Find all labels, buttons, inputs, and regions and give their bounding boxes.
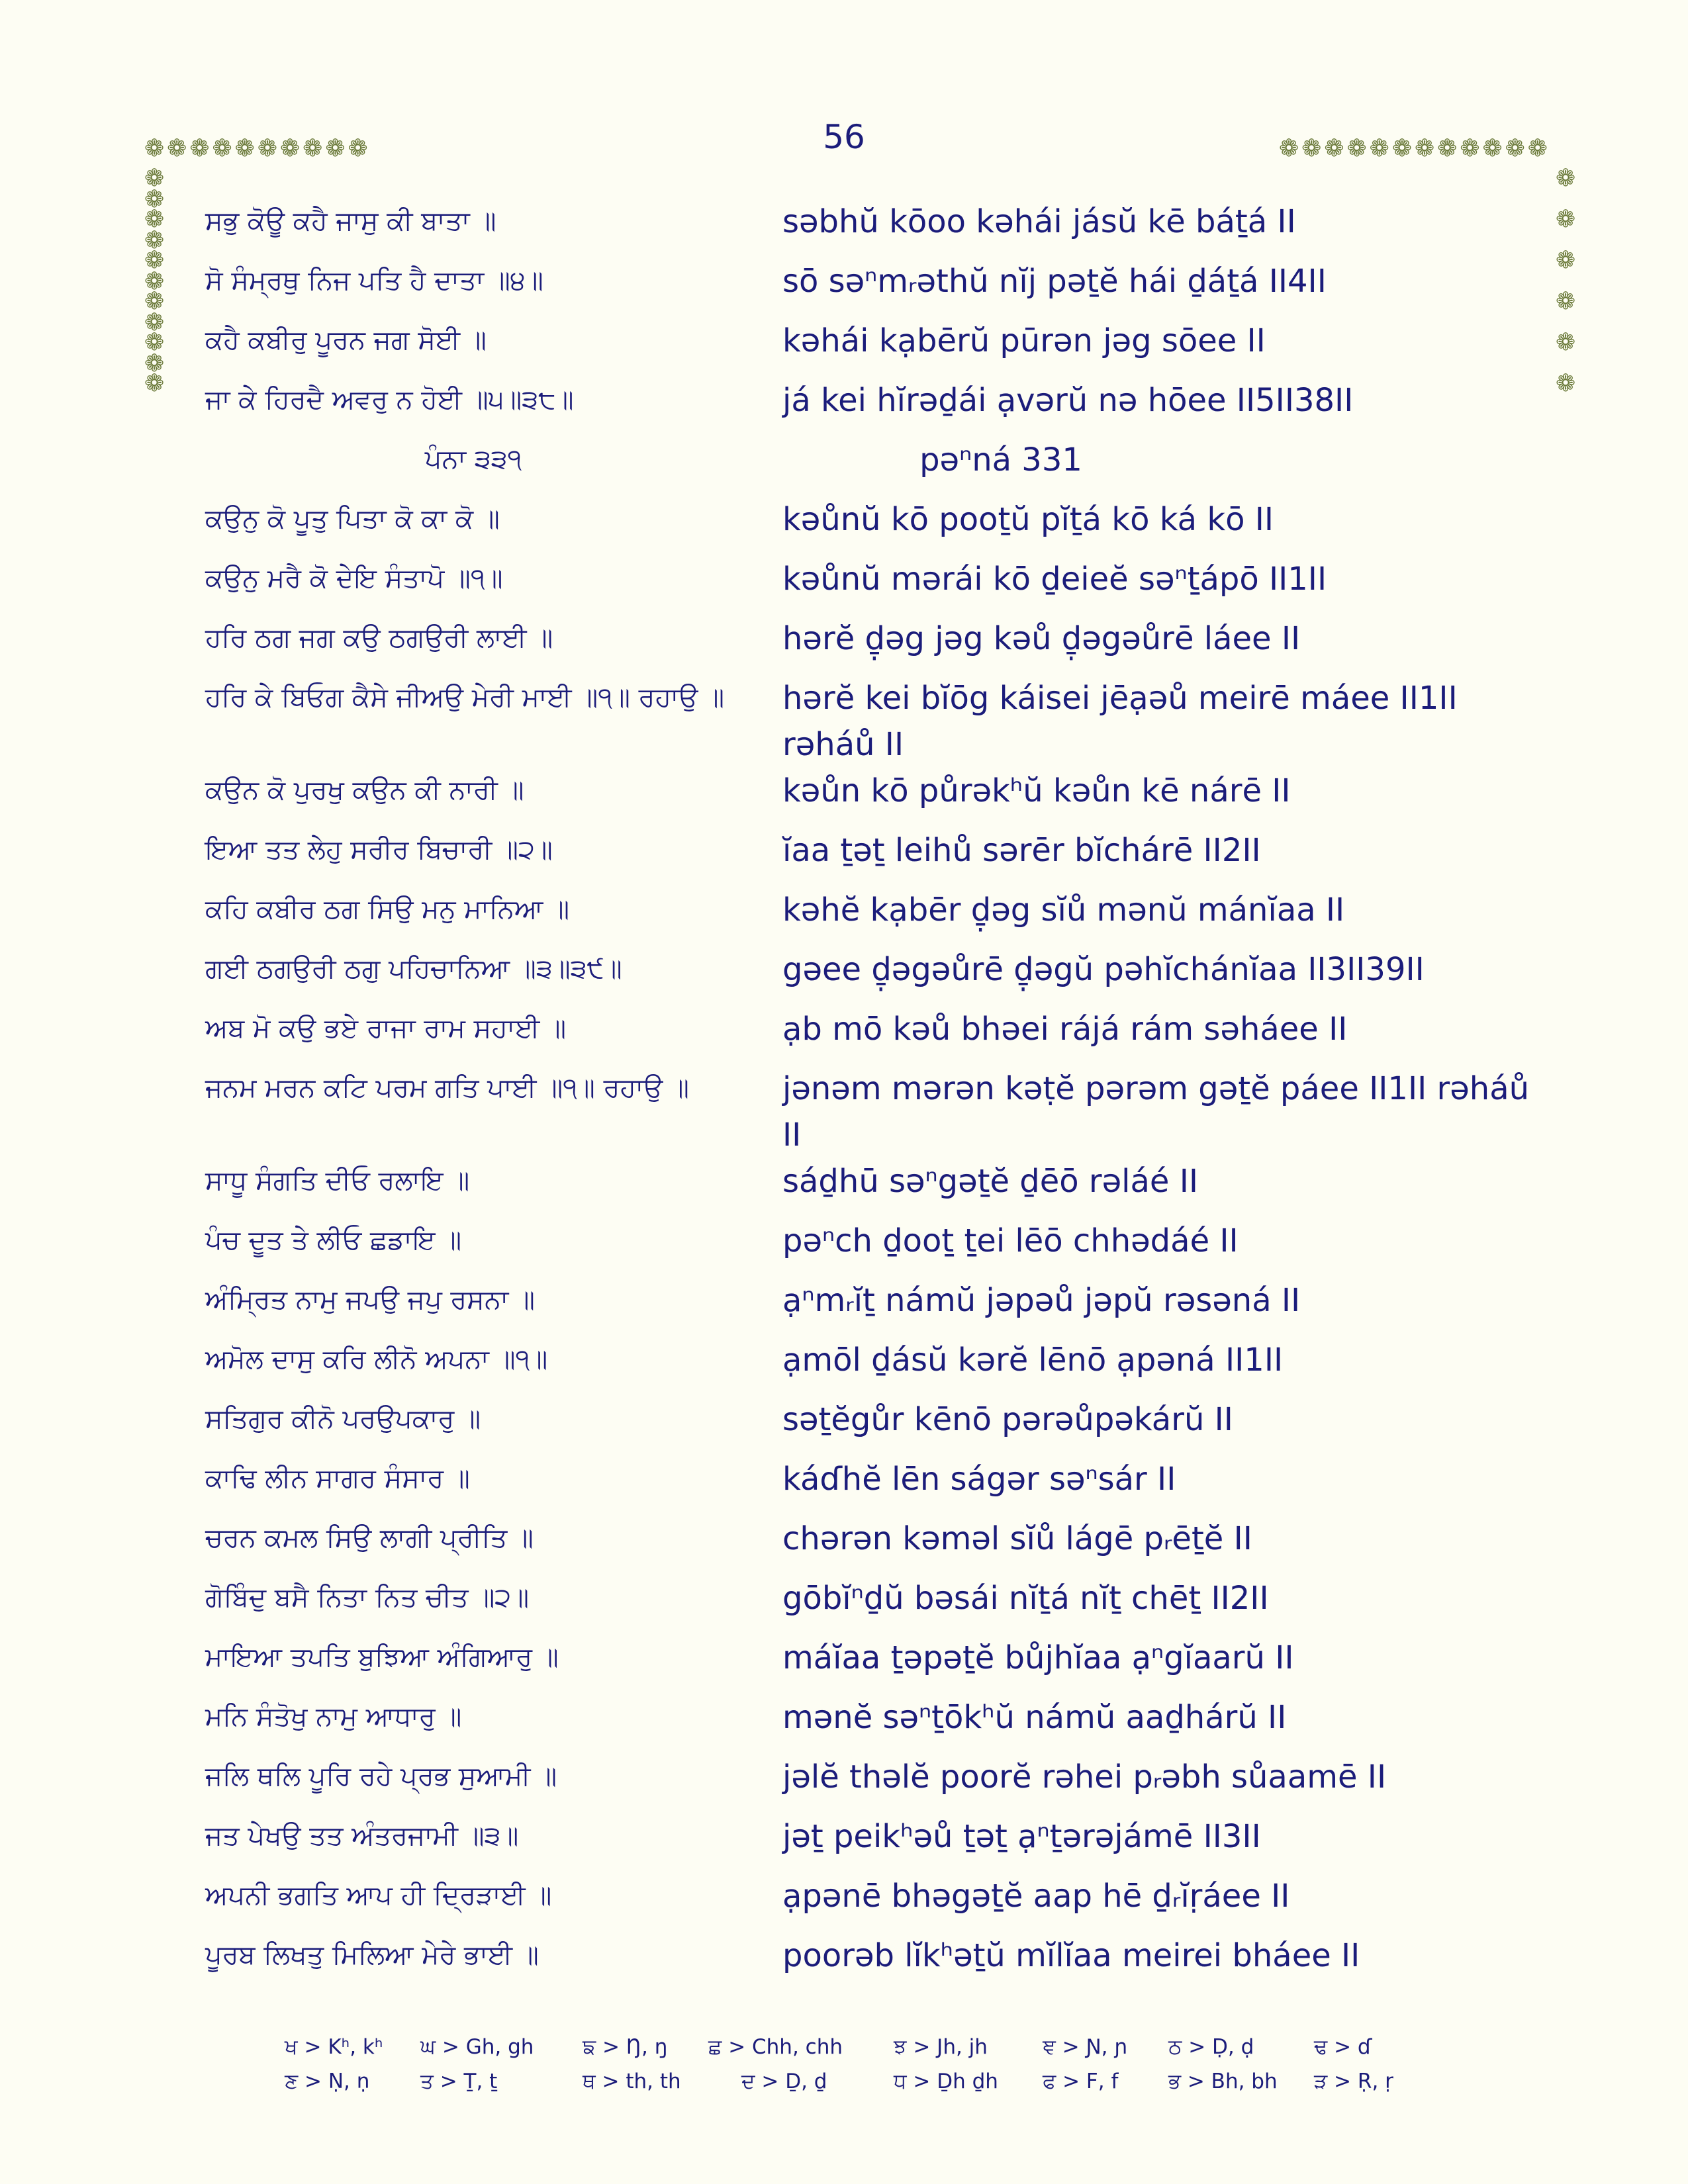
flower-icon: ❁ [144,247,165,274]
verse-row [205,1516,1542,1575]
transliteration-line: chərən kəməl sĭů lágē pᵣēṯĕ II [782,1520,1252,1557]
verse-row [205,1277,1542,1337]
verse-row [205,615,1542,675]
transliteration-line: ạⁿmᵣĭṯ námŭ jəpəů jəpŭ rəsəná II [782,1282,1301,1319]
gurmukhi-line: ਜਲਿ ਥਲਿ ਪੂਰਿ ਰਹੇ ਪ੍ਰਭ ਸੁਆਮੀ ॥ [205,1761,557,1792]
legend-item: ਫ > F, f [1043,2070,1119,2093]
verse-row [205,946,1542,1006]
gurmukhi-line: ਇਆ ਤਤ ਲੇਹੁ ਸਰੀਰ ਬਿਚਾਰੀ ॥੨॥ [205,835,553,865]
gurmukhi-line: ਸਾਧੂ ਸੰਗਤਿ ਦੀਓ ਰਲਾਇ ॥ [205,1165,470,1196]
flower-icon: ❁ [1556,288,1576,315]
verse-row [205,1575,1542,1635]
transliteration-line: káɗhĕ lēn ságər səⁿsár II [782,1461,1176,1498]
transliteration-legend [285,2035,1443,2104]
flower-icon: ❁ [144,227,165,254]
legend-item: ਙ > Ŋ, ŋ [583,2035,668,2059]
gurmukhi-line: ਪੂਰਬ ਲਿਖਤੁ ਮਿਲਿਆ ਮੇਰੇ ਭਾਈ ॥ [205,1940,539,1970]
gurmukhi-line: ਗਈ ਠਗਉਰੀ ਠਗੁ ਪਹਿਚਾਨਿਆ ॥੩॥੩੯॥ [205,954,622,984]
transliteration-line: ạb mō kəů bhəei rájá rám səháee II [782,1011,1348,1048]
verse-table [205,199,1542,1992]
verse-row [205,1456,1542,1516]
verse-row [205,1933,1542,1992]
transliteration-line: já kei hĭrəḏái ạvərŭ nə hōee II5II38II [782,382,1354,419]
flower-icon: ❁ [144,288,165,315]
transliteration-line: kəhĕ kạbēr ḏ̣əg sĭů mənŭ mánĭaa II [782,891,1345,929]
legend-item: ਞ > Ɲ, ɲ [1043,2035,1128,2059]
flower-icon: ❁ [1556,329,1576,356]
flower-icon: ❁ [144,329,165,356]
legend-item: ਠ > Ḍ, ḍ [1168,2035,1254,2059]
gurmukhi-line: ਸਤਿਗੁਰ ਕੀਨੋ ਪਰਉਪਕਾਰੁ ॥ [205,1404,481,1434]
legend-row [285,2070,1443,2104]
gurmukhi-line: ਅਮੋਲ ਦਾਸੁ ਕਰਿ ਲੀਨੋ ਅਪਨਾ ॥੧॥ [205,1344,548,1375]
transliteration-page-heading: pəⁿná 331 [919,441,1082,478]
verse-row [205,768,1542,827]
flower-icon: ❁ [144,350,165,377]
legend-item: ਥ > th, th [583,2070,681,2093]
gurmukhi-line: ਕਉਨ ਕੋ ਪੁਰਖੁ ਕਉਨ ਕੀ ਨਾਰੀ ॥ [205,775,524,805]
verse-row [205,675,1542,768]
legend-item: ਝ > Jh, jh [894,2035,988,2059]
transliteration-line: səbhŭ kōoo kəhái jásŭ kē báṯá II [782,203,1296,240]
gurmukhi-line: ਕਉਨੁ ਕੋ ਪੂਤੁ ਪਿਤਾ ਕੋ ਕਾ ਕੋ ॥ [205,504,500,534]
gurmukhi-line: ਪੰਚ ਦੂਤ ਤੇ ਲੀਓ ਛਡਾਇ ॥ [205,1225,462,1255]
verse-row [205,377,1542,437]
verse-row [205,1694,1542,1754]
ornament-border-right [1556,165,1575,412]
verse-row [205,1635,1542,1694]
gurmukhi-line: ਹਰਿ ਕੇ ਬਿਓਗ ਕੈਸੇ ਜੀਅਉ ਮੇਰੀ ਮਾਈ ॥੧॥ ਰਹਾਉ ॥ [205,682,725,713]
verse-row [205,1158,1542,1218]
gurmukhi-line: ਹਰਿ ਠਗ ਜਗ ਕਉ ਠਗਉਰੀ ਲਾਈ ॥ [205,623,553,653]
transliteration-line: kəhái kạbērŭ pūrən jəg sōee II [782,322,1266,359]
gurmukhi-line: ਮਾਇਆ ਤਪਤਿ ਬੁਝਿਆ ਅੰਗਿਆਰੁ ॥ [205,1642,559,1672]
flower-icon: ❁ [144,309,165,336]
verse-row [205,887,1542,946]
legend-item: ਢ > ɗ [1314,2035,1372,2059]
verse-row [205,556,1542,615]
gurmukhi-line: ਜਾ ਕੇ ਹਿਰਦੈ ਅਵਰੁ ਨ ਹੋਈ ॥੫॥੩੮॥ [205,385,574,415]
gurmukhi-line: ਅਪਨੀ ਭਗਤਿ ਆਪ ਹੀ ਦ੍ਰਿੜਾਈ ॥ [205,1880,552,1911]
transliteration-line: sáḏhū səⁿgəṯĕ ḏēō rəláé II [782,1163,1199,1200]
verse-row [205,318,1542,377]
ornament-border-top-left: ❁❁❁❁❁❁❁❁❁❁ [144,135,371,162]
transliteration-line: kəůnŭ kō pooṯŭ pĭṯá kō ká kō II [782,501,1274,538]
gurmukhi-line: ਸਭੁ ਕੋਊ ਕਹੈ ਜਾਸੁ ਕੀ ਬਾਤਾ ॥ [205,206,496,236]
transliteration-line: ạpənē bhəgəṯĕ aap hē ḏᵣĭṛáee II [782,1878,1290,1915]
transliteration-line: səṯĕgůr kēnō pərəůpəkárŭ II [782,1401,1233,1438]
page-heading-row [205,437,1542,496]
flower-icon: ❁ [1556,206,1576,233]
verse-row [205,1754,1542,1813]
transliteration-line: pəⁿch ḏooṯ ṯei lēō chhədáé II [782,1222,1239,1259]
page-number: 56 [823,118,865,156]
legend-row [285,2035,1443,2070]
transliteration-line: kəůn kō půrəkʰŭ kəůn kē nárē II [782,772,1291,809]
legend-item: ਤ > Ṯ, ṯ [420,2070,498,2093]
transliteration-line: jənəm mərən kəṭĕ pərəm gəṯĕ páee II1II rəháů II [782,1070,1530,1154]
gurmukhi-page-heading: ਪੰਨਾ ੩੩੧ [424,444,522,475]
verse-row [205,827,1542,887]
legend-item: ਭ > Bh, bh [1168,2070,1278,2093]
gurmukhi-line: ਕਹੈ ਕਬੀਰੁ ਪੂਰਨ ਜਗ ਸੋਈ ॥ [205,325,487,355]
flower-icon: ❁ [144,206,165,233]
verse-row [205,1218,1542,1277]
verse-row [205,1337,1542,1396]
gurmukhi-line: ਅੰਮ੍ਰਿਤ ਨਾਮੁ ਜਪਉ ਜਪੁ ਰਸਨਾ ॥ [205,1285,535,1315]
transliteration-line: gəee ḏ̣əgəůrē ḏ̣əgŭ pəhĭchánĭaa II3II39II [782,951,1425,988]
legend-item: ਦ > Ḏ, ḏ [741,2070,827,2093]
flower-icon: ❁ [144,268,165,295]
flower-icon: ❁ [1556,247,1576,274]
gurmukhi-line: ਗੋਬਿੰਦੁ ਬਸੈ ਨਿਤਾ ਨਿਤ ਚੀਤ ॥੨॥ [205,1582,530,1613]
gurmukhi-line: ਜਤ ਪੇਖਉ ਤਤ ਅੰਤਰਜਾਮੀ ॥੩॥ [205,1821,519,1851]
verse-row [205,258,1542,318]
transliteration-line: jəlĕ thəlĕ poorĕ rəhei pᵣəbh sůaamē II [782,1758,1387,1796]
transliteration-line: jəṯ peikʰəů ṯəṯ ạⁿṯərəjámē II3II [782,1818,1261,1855]
transliteration-line: sō səⁿmᵣəthŭ nĭj pəṯĕ hái ḏáṯá II4II [782,263,1327,300]
transliteration-line: ạmōl ḏásŭ kərĕ lēnō ạpəná II1II [782,1342,1284,1379]
transliteration-line: gōbĭⁿḏŭ bəsái nĭṯá nĭṯ chēṯ II2II [782,1580,1269,1617]
transliteration-line: mənĕ səⁿṯōkʰŭ námŭ aaḏhárŭ II [782,1699,1287,1736]
legend-item: ੜ > Ṛ, ṛ [1314,2070,1393,2093]
flower-icon: ❁ [1556,165,1576,192]
transliteration-line: hərĕ kei bĭōg káisei jēạəů meirē máee II1II rəháů II [782,680,1458,763]
transliteration-line: ĭaa ṯəṯ leihů sərēr bĭchárē II2II [782,832,1261,869]
gurmukhi-line: ਕਹਿ ਕਬੀਰ ਠਗ ਸਿਉ ਮਨੁ ਮਾਨਿਆ ॥ [205,894,570,925]
transliteration-line: poorəb lĭkʰəṯŭ mĭlĭaa meirei bháee II [782,1937,1360,1974]
gurmukhi-line: ਮਨਿ ਸੰਤੋਖੁ ਨਾਮੁ ਆਧਾਰੁ ॥ [205,1702,462,1732]
gurmukhi-line: ਸੋ ਸੰਮ੍ਰਥੁ ਨਿਜ ਪਤਿ ਹੈ ਦਾਤਾ ॥੪॥ [205,265,543,296]
verse-row [205,1813,1542,1873]
legend-item: ਖ > Kʰ, kʰ [285,2035,383,2059]
legend-item: ਧ > Ḏh ḏh [894,2070,998,2093]
transliteration-line: hərĕ ḏ̣əg jəg kəů ḏ̣əgəůrē láee II [782,620,1301,657]
flower-icon: ❁ [144,186,165,213]
transliteration-line: kəůnŭ mərái kō ḏeieĕ səⁿṯápō II1II [782,561,1327,598]
verse-row [205,199,1542,258]
legend-item: ਣ > Ṇ, ṇ [285,2070,370,2093]
ornament-border-left-inner [144,187,164,392]
flower-icon: ❁ [1556,370,1576,397]
ornament-border-top-right: ❁❁❁❁❁❁❁❁❁❁❁❁ [1279,135,1550,162]
verse-row [205,1066,1542,1158]
verse-row [205,1873,1542,1933]
gurmukhi-line: ਅਬ ਮੋ ਕਉ ਭਏ ਰਾਜਾ ਰਾਮ ਸਹਾਈ ॥ [205,1013,567,1044]
flower-icon: ❁ [144,370,165,397]
gurmukhi-line: ਕਾਢਿ ਲੀਨ ਸਾਗਰ ਸੰਸਾਰ ॥ [205,1463,470,1494]
flower-icon: ❁ [144,165,165,192]
gurmukhi-line: ਕਉਨੁ ਮਰੈ ਕੋ ਦੇਇ ਸੰਤਾਪੋ ॥੧॥ [205,563,503,594]
verse-row [205,1006,1542,1066]
legend-item: ਛ > Chh, chh [708,2035,843,2059]
verse-row [205,1396,1542,1456]
legend-item: ਘ > Gh, gh [420,2035,534,2059]
gurmukhi-line: ਜਨਮ ਮਰਨ ਕਟਿ ਪਰਮ ਗਤਿ ਪਾਈ ॥੧॥ ਰਹਾਉ ॥ [205,1073,689,1103]
gurmukhi-line: ਚਰਨ ਕਮਲ ਸਿਉ ਲਾਗੀ ਪ੍ਰੀਤਿ ॥ [205,1523,534,1553]
verse-row [205,496,1542,556]
transliteration-line: máĭaa ṯəpəṯĕ bůjhĭaa ạⁿgĭaarŭ II [782,1639,1294,1676]
